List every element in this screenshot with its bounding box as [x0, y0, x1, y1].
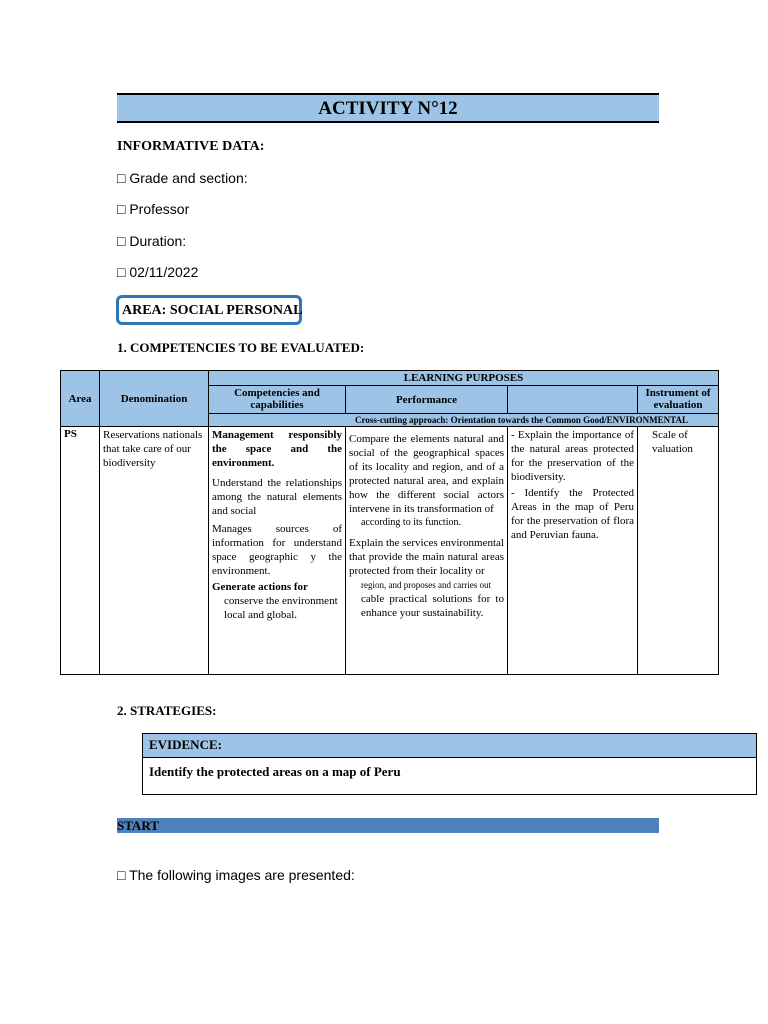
performance-compare-end: according to its function. [361, 517, 461, 528]
performance-explain-end: cable practical solutions for to enhance your sustainability. [361, 593, 504, 619]
performance-compare: Compare the elements natural and social of the geographical spaces of its locality and region, and of a protected natural area, and explain how the different social actors intervene in its transformation of [349, 433, 504, 515]
header-instrument: Instrument of evaluation [638, 386, 719, 414]
purpose-identify: - Identify the Protected Areas in the map of Peru for the preservation of flora and Peruvian fauna. [511, 487, 634, 541]
competency-generate: conserve the environment local and global. [224, 595, 338, 621]
section-strategies-heading: 2. STRATEGIES: [117, 703, 217, 718]
performance-explain: Explain the services environmental that provide the main natural areas protected from their locality or [349, 537, 504, 577]
header-learning-purposes: LEARNING PURPOSES [209, 371, 719, 386]
header-competencies: Competencies and capabilities [209, 386, 346, 414]
activity-title: ACTIVITY N°12 [117, 93, 659, 123]
competencies-table [60, 370, 719, 675]
duration-line: □ Duration: [117, 233, 187, 249]
evidence-text: Identify the protected areas on a map of Peru [149, 764, 401, 779]
row-area: PS [61, 427, 100, 675]
performance-explain-small: region, and proposes and carries out [361, 580, 491, 590]
header-denomination: Denomination [100, 371, 209, 427]
start-bar: START [117, 818, 659, 833]
header-cross-cutting: Cross-cutting approach: Orientation towards the Common Good/ENVIRONMENTAL [209, 414, 719, 427]
row-instrument: Scale of valuation [638, 427, 719, 675]
header-empty [508, 386, 638, 414]
professor-line: □ Professor [117, 201, 190, 217]
grade-section-line: □ Grade and section: [117, 170, 248, 186]
competency-understand: Understand the relationships among the natural elements and social [212, 477, 342, 517]
images-presented-line: □ The following images are presented: [117, 867, 355, 883]
evidence-box [142, 733, 757, 795]
header-area: Area [61, 371, 100, 427]
competency-manages: Manages sources of information for understand space geographic y the environment. [212, 523, 342, 577]
informative-heading: INFORMATIVE DATA: [117, 139, 265, 154]
date-line: □ 02/11/2022 [117, 264, 199, 280]
competency-title: Management responsibly the space and the environment. [212, 429, 342, 469]
area-label-box: AREA: SOCIAL PERSONAL [116, 295, 302, 325]
purpose-explain: - Explain the importance of the natural areas protected for the preservation of the biodiversity. [511, 429, 634, 483]
row-denomination: Reservations nationals that take care of our biodiversity [100, 427, 209, 675]
header-performance: Performance [346, 386, 508, 414]
evidence-label: EVIDENCE: [143, 734, 756, 758]
competency-generate-title: Generate actions for [212, 581, 308, 593]
section-competencies-heading: 1. COMPETENCIES TO BE EVALUATED: [117, 340, 365, 355]
